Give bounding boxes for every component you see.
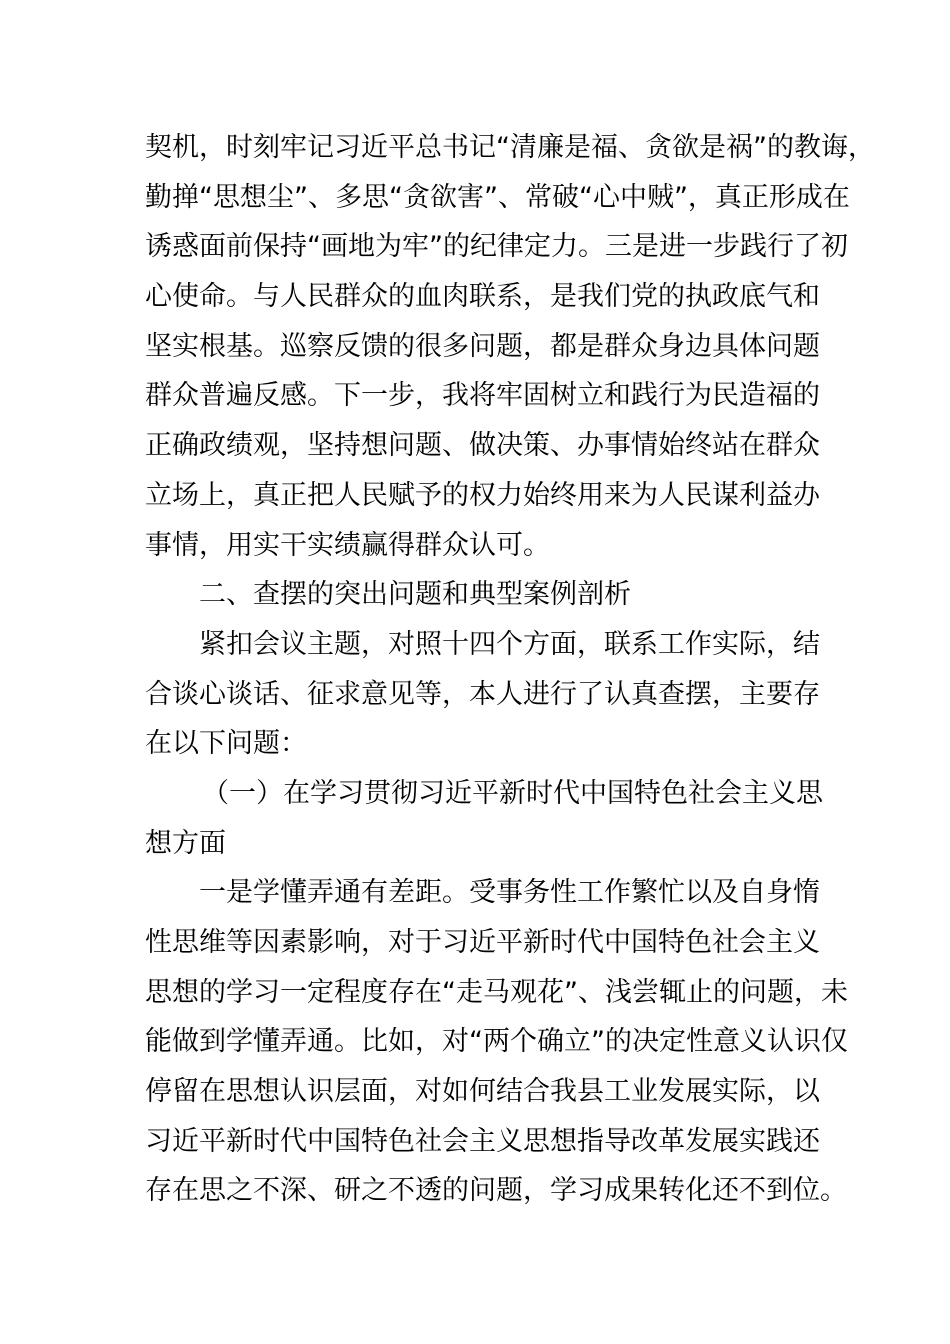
text-line: 思想的学习一定程度存在“走马观花”、浅尝辄止的问题，未 xyxy=(145,976,848,1008)
text-line: 诱惑面前保持“画地为牢”的纪律定力。三是进一步践行了初 xyxy=(145,231,848,263)
text-line: 在以下问题： xyxy=(145,728,307,760)
text-line: 坚实根基。巡察反馈的很多问题，都是群众身边具体问题 xyxy=(145,330,820,362)
subsection-heading: （一）在学习贯彻习近平新时代中国特色社会主义思 xyxy=(202,777,823,809)
text-line: 事情，用实干实绩赢得群众认可。 xyxy=(145,529,550,561)
text-line: 心使命。与人民群众的血肉联系，是我们党的执政底气和 xyxy=(145,281,820,313)
text-line: 立场上，真正把人民赋予的权力始终用来为人民谋利益办 xyxy=(145,479,820,511)
text-line: 勤掸“思想尘”、多思“贪欲害”、常破“心中贼”，真正形成在 xyxy=(145,181,850,213)
text-line: 合谈心谈话、征求意见等，本人进行了认真查摆，主要存 xyxy=(145,678,820,710)
body-text xyxy=(145,123,875,1216)
section-heading: 二、查摆的突出问题和典型案例剖析 xyxy=(199,579,631,611)
text-line: 性思维等因素影响，对于习近平新时代中国特色社会主义 xyxy=(145,927,820,958)
text-line: 一是学懂弄通有差距。受事务性工作繁忙以及自身惰 xyxy=(199,877,820,909)
text-line: 紧扣会议主题，对照十四个方面，联系工作实际，结 xyxy=(199,628,820,660)
text-line: 能做到学懂弄通。比如，对“两个确立”的决定性意义认识仅 xyxy=(145,1026,848,1058)
text-line: 停留在思想认识层面，对如何结合我县工业发展实际，以 xyxy=(145,1076,820,1108)
text-line: 存在思之不深、研之不透的问题，学习成果转化还不到位。 xyxy=(145,1175,847,1207)
text-line: 正确政绩观，坚持想问题、做决策、办事情始终站在群众 xyxy=(145,430,820,462)
text-line: 群众普遍反感。下一步，我将牢固树立和践行为民造福的 xyxy=(145,380,820,412)
subsection-heading-cont: 想方面 xyxy=(145,827,226,859)
text-line: 习近平新时代中国特色社会主义思想指导改革发展实践还 xyxy=(145,1125,820,1157)
text-line: 契机，时刻牢记习近平总书记“清廉是福、贪欲是祸”的教诲， xyxy=(145,132,875,163)
